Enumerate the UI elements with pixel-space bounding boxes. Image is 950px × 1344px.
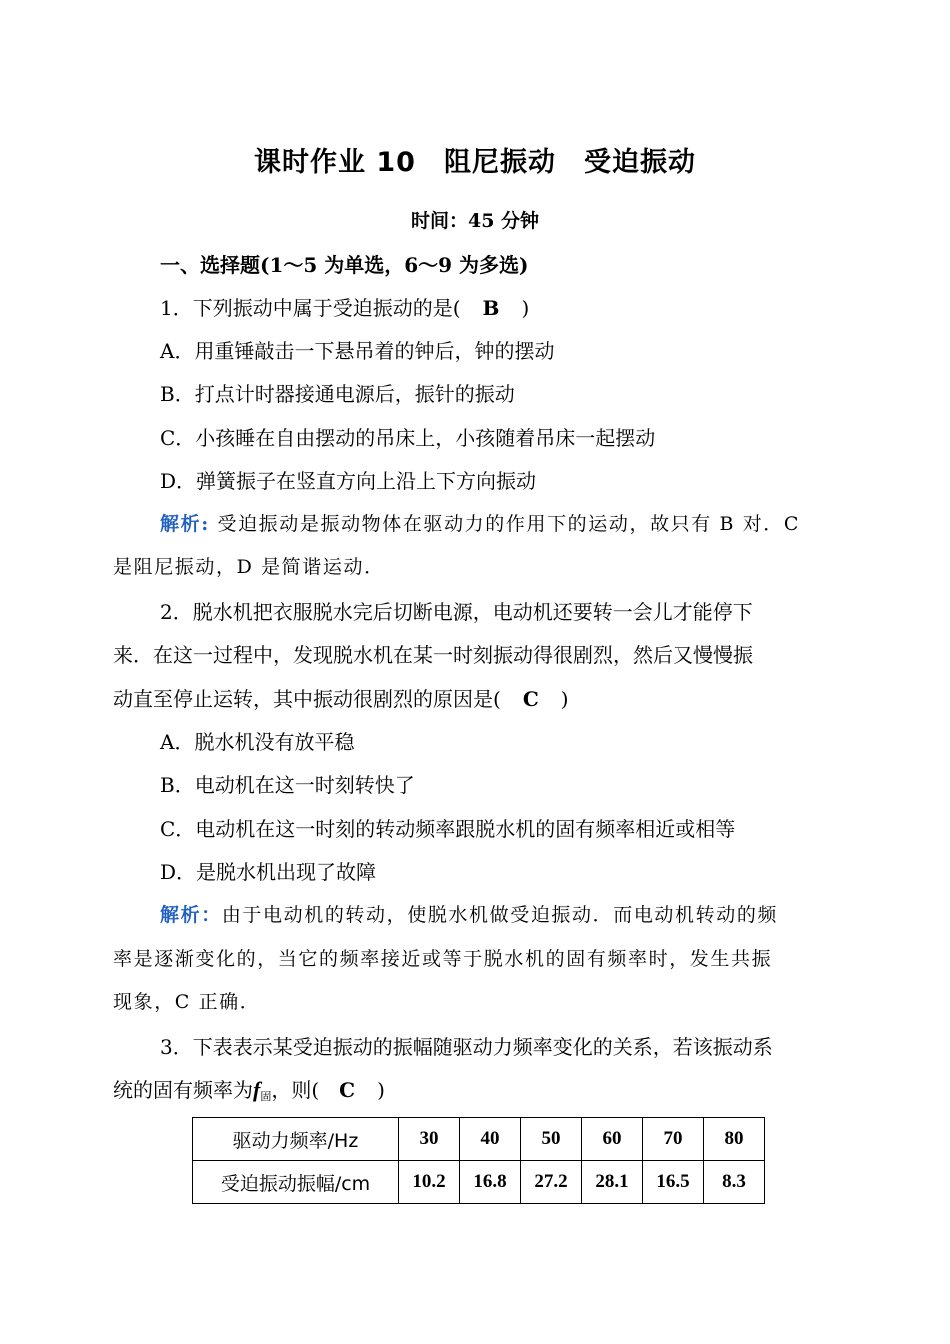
question-1-option-d: D．弹簧振子在竖直方向上沿上下方向振动: [160, 469, 537, 493]
table-header-amplitude: 受迫振动振幅/cm: [193, 1161, 399, 1204]
question-1-analysis-line-2: 是阻尼振动，D 是简谐运动．: [113, 556, 385, 578]
page-title: 课时作业 10 阻尼振动 受迫振动: [254, 147, 696, 178]
table-cell: 28.1: [582, 1161, 643, 1204]
table-cell: 27.2: [521, 1161, 582, 1204]
question-3-stem-line-1: 3．下表表示某受迫振动的振幅随驱动力频率变化的关系，若该振动系: [160, 1035, 773, 1059]
table-cell: 30: [399, 1118, 460, 1161]
question-2-option-b: B．电动机在这一时刻转快了: [160, 773, 415, 797]
question-2-option-c: C．电动机在这一时刻的转动频率跟脱水机的固有频率相近或相等: [160, 817, 736, 841]
table-cell: 10.2: [399, 1161, 460, 1204]
table-cell: 70: [643, 1118, 704, 1161]
table-cell: 60: [582, 1118, 643, 1161]
question-2-analysis-line-1: 解析：由于电动机的转动，使脱水机做受迫振动．而电动机转动的频: [160, 904, 779, 926]
question-2-analysis-line-3: 现象，C 正确．: [113, 991, 261, 1013]
section-heading: 一、选择题(1～5 为单选，6～9 为多选): [160, 253, 529, 277]
question-2-stem-line-3: 动直至停止运转，其中振动很剧烈的原因是( C ): [113, 687, 569, 711]
question-2-answer: C: [522, 687, 539, 711]
table-cell: 40: [460, 1118, 521, 1161]
question-1-analysis-line-1: 解析: 受迫振动是振动物体在驱动力的作用下的运动，故只有 B 对．C: [160, 513, 801, 535]
question-3-answer: C: [339, 1078, 356, 1102]
question-2-option-a: A．脱水机没有放平稳: [160, 730, 355, 754]
natural-frequency-symbol: f: [253, 1077, 261, 1102]
question-1-stem: 1．下列振动中属于受迫振动的是( B ): [160, 296, 530, 320]
table-cell: 8.3: [704, 1161, 765, 1204]
analysis-label: 解析：: [160, 904, 222, 926]
analysis-label: 解析:: [160, 513, 210, 535]
table-cell: 16.8: [460, 1161, 521, 1204]
question-3-stem-line-2: 统的固有频率为$f_固$，则( C ): [113, 1077, 385, 1103]
question-1-option-a: A．用重锤敲击一下悬吊着的钟后，钟的摆动: [160, 339, 555, 363]
question-1-option-c: C．小孩睡在自由摆动的吊床上，小孩随着吊床一起摆动: [160, 426, 656, 450]
question-1-option-b: B．打点计时器接通电源后，振针的振动: [160, 382, 515, 406]
table-row: [193, 1161, 765, 1204]
table-cell: 50: [521, 1118, 582, 1161]
question-1-answer: B: [482, 296, 500, 320]
frequency-amplitude-table: [192, 1117, 765, 1204]
question-2-stem-line-2: 来．在这一过程中，发现脱水机在某一时刻振动得很剧烈，然后又慢慢振: [113, 643, 753, 667]
table-cell: 16.5: [643, 1161, 704, 1204]
question-2-analysis-line-2: 率是逐渐变化的，当它的频率接近或等于脱水机的固有频率时，发生共振: [113, 948, 773, 970]
question-2-stem-line-1: 2．脱水机把衣服脱水完后切断电源，电动机还要转一会儿才能停下: [160, 600, 753, 624]
table-cell: 80: [704, 1118, 765, 1161]
table-row: [193, 1118, 765, 1161]
table-header-frequency: 驱动力频率/Hz: [193, 1118, 399, 1161]
time-limit: 时间：45 分钟: [410, 210, 540, 232]
question-2-option-d: D．是脱水机出现了故障: [160, 860, 377, 884]
